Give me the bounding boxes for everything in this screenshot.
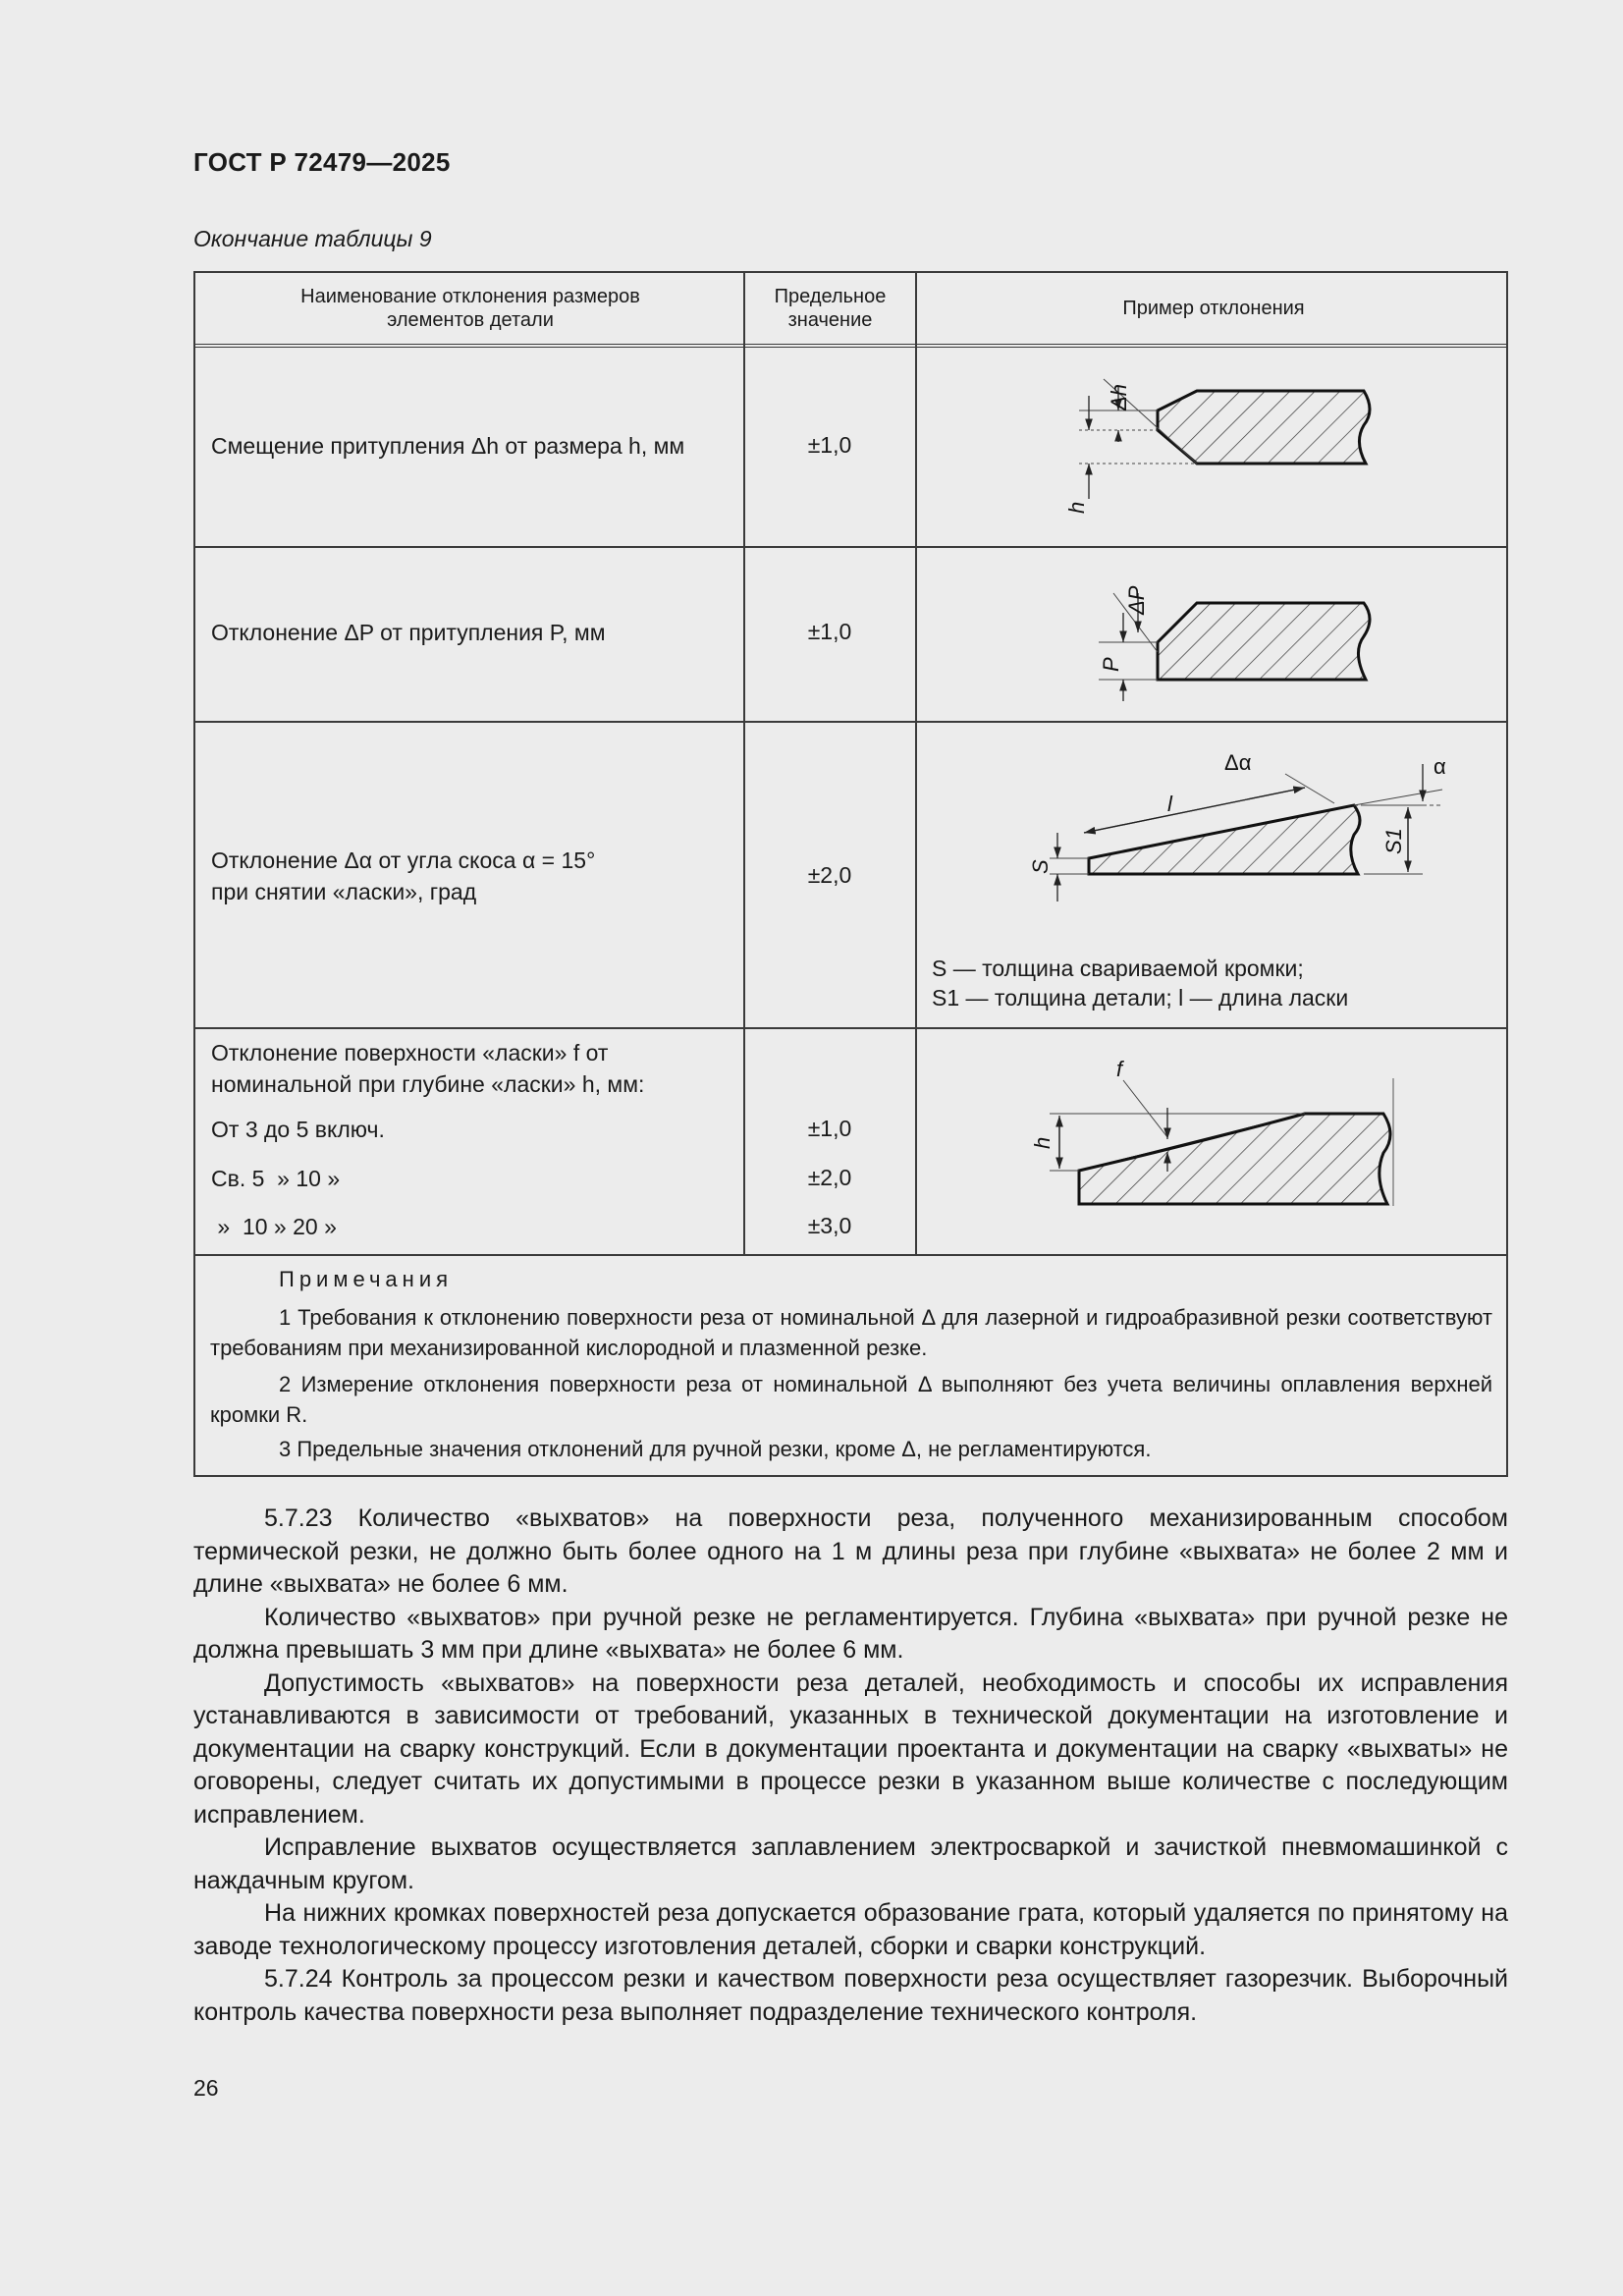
page-number: 26	[193, 2075, 219, 2101]
row4-sub2-label: Св. 5 » 10 »	[211, 1166, 341, 1191]
note-2: 2 Измерение отклонения поверхности реза от номинальной Δ выполняют без учета величины оплавления верхней кромки R.	[210, 1372, 1492, 1427]
table-caption: Окончание таблицы 9	[193, 226, 432, 251]
deviation-table	[193, 271, 1508, 1477]
paragraph-3: Допустимость «выхватов» на поверхности реза деталей, необходимость и способы их исправления устанавливаются в зависимости от требований, указанных в технической документации на изготовление и документации на сварку конструкций. Если в документации проектанта и документации на сварку «выхваты» не оговорены, следует считать их допустимыми в процессе резки в указанном выше количестве с последующим исправлением.	[193, 1668, 1508, 1829]
figure-offset-dh	[1059, 371, 1374, 548]
row3-legend-line2: S1 — толщина детали; l — длина ласки	[932, 985, 1349, 1011]
header-value: Предельное значение	[774, 286, 887, 331]
notes-divider	[195, 1254, 1506, 1256]
label-dP: ΔP	[1124, 585, 1149, 615]
row2-value: ±1,0	[807, 619, 852, 644]
paragraph-5: На нижних кромках поверхностей реза допускается образование грата, который удаляется по принятому на заводе технологическому процессу изготовления деталей, сборки и сварки конструкций.	[193, 1899, 1508, 1960]
notes-title: Примечания	[279, 1267, 454, 1291]
label-S1: S1	[1381, 828, 1406, 854]
row1-name: Смещение притупления Δh от размера h, мм	[211, 433, 685, 459]
header-divider	[195, 344, 1506, 348]
figure-bevel-angle	[981, 735, 1472, 921]
paragraph-4: Исправление выхватов осуществляется заплавлением электросваркой и зачисткой пневмомашинкой с наждачным кругом.	[193, 1833, 1508, 1894]
paragraph-5-7-23: 5.7.23 Количество «выхватов» на поверхности реза, полученного механизированным способом термической резки, не должно быть более одного на 1 м длины реза при глубине «выхвата» не более 2 мм и длине «выхвата» не более 6 мм.	[193, 1504, 1508, 1598]
figure-surface-f	[1020, 1049, 1452, 1245]
note-1: 1 Требования к отклонению поверхности реза от номинальной Δ для лазерной и гидроабразивной резки соответствуют требованиям при механизированной кислородной и плазменной резке.	[210, 1305, 1492, 1360]
row4-sub1-label: От 3 до 5 включ.	[211, 1117, 385, 1142]
body-text	[193, 1503, 1508, 2029]
figure-deviation-dP	[1059, 554, 1374, 721]
row3-value: ±2,0	[807, 862, 852, 888]
document-header: ГОСТ Р 72479—2025	[193, 147, 451, 177]
col-divider-1	[743, 273, 745, 1256]
label-h-surface: h	[1030, 1136, 1055, 1149]
label-f: f	[1116, 1057, 1123, 1081]
header-name: Наименование отклонения размеров элементов детали	[300, 286, 640, 331]
note-3: 3 Предельные значения отклонений для ручной резки, кроме Δ, не регламентируются.	[279, 1437, 1152, 1461]
label-dalpha: Δα	[1224, 750, 1252, 775]
header-example: Пример отклонения	[1122, 298, 1305, 319]
label-alpha: α	[1434, 754, 1446, 779]
col-divider-2	[915, 273, 917, 1256]
row3-legend-line1: S — толщина свариваемой кромки;	[932, 956, 1304, 981]
row4-sub2-value: ±2,0	[807, 1165, 852, 1190]
row4-sub1-value: ±1,0	[807, 1116, 852, 1141]
row1-value: ±1,0	[807, 432, 852, 458]
label-P: P	[1099, 657, 1123, 672]
label-h: h	[1064, 501, 1089, 514]
row2-name: Отклонение ΔP от притупления P, мм	[211, 620, 606, 645]
label-S: S	[1028, 859, 1053, 874]
paragraph-5-7-24: 5.7.24 Контроль за процессом резки и качеством поверхности реза осуществляет газорезчик. Выборочный контроль качества поверхности реза выполняет подразделение технического контроля.	[193, 1965, 1508, 2026]
row4-name-line1: Отклонение поверхности «ласки» f от	[211, 1040, 609, 1066]
row3-name-line1: Отклонение Δα от угла скоса α = 15°	[211, 847, 596, 873]
row4-sub3-label: » 10 » 20 »	[211, 1214, 337, 1239]
label-l: l	[1167, 792, 1172, 816]
row-divider-2	[195, 721, 1506, 723]
row4-name-line2: номинальной при глубине «ласки» h, мм:	[211, 1071, 645, 1097]
row4-sub3-value: ±3,0	[807, 1213, 852, 1238]
row3-name-line2: при снятии «ласки», град	[211, 879, 477, 904]
paragraph-2: Количество «выхватов» при ручной резке не регламентируется. Глубина «выхвата» при ручной резке не должна превышать 3 мм при длине «выхвата» не более 6 мм.	[193, 1603, 1508, 1664]
row-divider-3	[195, 1027, 1506, 1029]
label-dh: Δh	[1107, 384, 1131, 410]
